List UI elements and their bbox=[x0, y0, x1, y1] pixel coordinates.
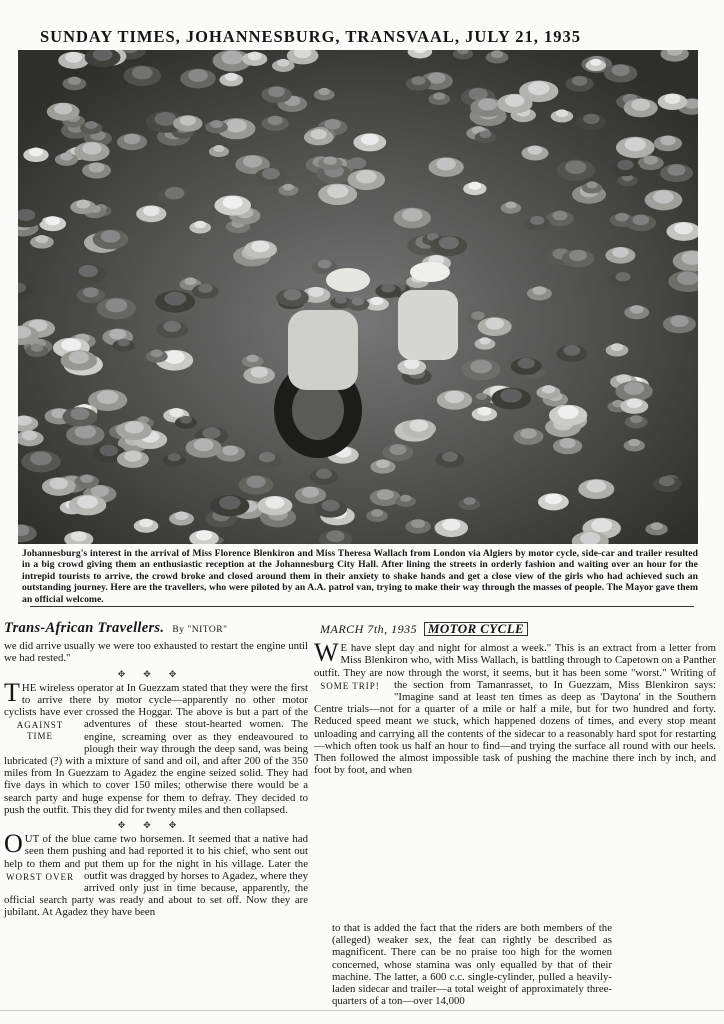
hat-crown-shape bbox=[251, 367, 268, 378]
paragraph-against-time bbox=[4, 677, 308, 816]
hat-crown-shape bbox=[563, 345, 580, 356]
hat-crown-shape bbox=[478, 98, 497, 110]
hat-crown-shape bbox=[302, 487, 319, 498]
hat-crown-shape bbox=[500, 389, 522, 403]
hat-crown-shape bbox=[630, 305, 644, 314]
dropcap: W bbox=[314, 638, 339, 668]
hat-crown-shape bbox=[139, 519, 153, 528]
hat-crown-shape bbox=[470, 360, 492, 374]
hat-crown-shape bbox=[69, 351, 89, 364]
hat-crown-shape bbox=[169, 408, 183, 417]
article-byline: By "NITOR" bbox=[172, 625, 228, 635]
hat-crown-shape bbox=[667, 164, 685, 176]
hat-crown-shape bbox=[49, 478, 67, 490]
dropcap: T bbox=[4, 677, 20, 707]
hat-crown-shape bbox=[612, 247, 628, 257]
hat-crown-shape bbox=[219, 496, 240, 510]
hat-crown-shape bbox=[222, 445, 238, 455]
hat-crown-shape bbox=[560, 438, 576, 448]
hat-crown-shape bbox=[650, 522, 662, 530]
hat-crown-shape bbox=[247, 355, 259, 363]
paragraph-text: Writing of the section from Tamanrasset, to In Guezzam, Miss Blenkiron says: "Imagine sand at least ten times as deep as 'Daytona' in the Southern Centre trials—not for a quarter of a mile or half a mile, but for two hundred and forty. Reduced speed meant we stuck, which happened dozens of times, and every stop meant unloading and carrying all the contents of the sidecar to a reasonably hard spot for restarting—which often took us half an hour to find—and trying the surface all round with our heels. Then followed the almost impossible task of pushing the machine there inch by inch, and foot by foot, and when bbox=[314, 666, 717, 777]
motor-cycle-logo: MOTOR CYCLE bbox=[424, 622, 528, 636]
hat-crown-shape bbox=[442, 519, 460, 531]
hat-crown-shape bbox=[376, 459, 390, 468]
hat-crown-shape bbox=[410, 420, 429, 432]
hat-crown-shape bbox=[377, 489, 394, 500]
hat-crown-shape bbox=[60, 153, 73, 161]
article-headline: Trans-African Travellers. bbox=[4, 620, 165, 636]
paragraph-text: E have slept day and night for almost a week." This is an extract from a letter from Miss Blenkiron who, with Miss Wallach, is battling through to Capetown on a Panther outfit. They are now through the worst, it seems, but it has been some "worst." bbox=[314, 642, 716, 679]
hat-crown-shape bbox=[591, 519, 612, 532]
hat-crown-shape bbox=[528, 145, 543, 154]
crowd-photo-icon bbox=[18, 50, 698, 544]
paragraph-some-trip bbox=[314, 638, 717, 777]
hat-crown-shape bbox=[262, 168, 280, 179]
hat-crown-shape bbox=[586, 480, 606, 493]
hat-crown-shape bbox=[630, 415, 643, 423]
hat-crown-shape bbox=[100, 445, 118, 457]
hat-crown-shape bbox=[180, 115, 196, 125]
hat-crown-shape bbox=[132, 66, 153, 79]
hat-crown-shape bbox=[194, 439, 214, 452]
hat-crown-shape bbox=[411, 519, 425, 528]
hat-crown-shape bbox=[196, 530, 212, 540]
hat-crown-shape bbox=[268, 86, 285, 97]
hat-crown-shape bbox=[624, 382, 645, 395]
hat-crown-shape bbox=[518, 358, 535, 369]
hat-crown-shape bbox=[283, 184, 294, 191]
hat-crown-shape bbox=[29, 148, 43, 157]
hat-crown-shape bbox=[150, 349, 162, 357]
article-left-column bbox=[4, 622, 308, 919]
hat-crown-shape bbox=[476, 393, 487, 400]
hat-crown-shape bbox=[311, 129, 327, 139]
hat-crown-shape bbox=[143, 206, 160, 217]
hat-crown-shape bbox=[439, 236, 459, 249]
hat-crown-shape bbox=[611, 343, 624, 351]
hat-crown-shape bbox=[164, 292, 186, 306]
sidehead-worst-over: WORST OVER bbox=[5, 871, 75, 882]
hat-crown-shape bbox=[184, 277, 196, 285]
hat-crown-shape bbox=[213, 145, 224, 152]
hat-crown-shape bbox=[75, 425, 96, 438]
hat-crown-shape bbox=[77, 495, 98, 508]
photo-caption: Johannesburg's interest in the arrival of Miss Florence Blenkiron and Miss Theresa Wallach from London via Algiers by motor cycle, side-car and trailer resulted in a big crowd giving them an enthusiastic reception at the Johannesburg City Hall. After lining the streets in orderly fashion and waiting over an hour for the intrepid tourists to arrive, the crowd broke and closed around them in their anxiety to shake hands and get a close view of the girls who had achieved such an outstanding journey. Here are the travellers, who were piloted by an A.A. patrol van, trying to make their way through the masses of people. The Mayor gave them an official welcome. bbox=[22, 548, 698, 605]
paragraph-text: Later the outfit was dragged by horses to Agadez, where they arrived only just in time because, apparently, the official search party was ready and about to set off. Now they are jubilant. At Agadez they have been bbox=[4, 857, 308, 919]
hat-crown-shape bbox=[168, 453, 181, 461]
hat-crown-shape bbox=[76, 200, 90, 209]
hat-crown-shape bbox=[445, 391, 464, 403]
hat-crown-shape bbox=[505, 94, 525, 106]
dateline: MARCH 7th, 1935 bbox=[320, 622, 418, 636]
hat-crown-shape bbox=[318, 260, 332, 269]
hat-crown-shape bbox=[479, 337, 490, 344]
hat-crown-shape bbox=[22, 430, 38, 440]
hat-crown-shape bbox=[335, 296, 347, 304]
hat-crown-shape bbox=[316, 469, 332, 479]
hat-crown-shape bbox=[586, 181, 597, 188]
hat-crown-shape bbox=[533, 286, 547, 295]
hat-crown-shape bbox=[352, 298, 364, 306]
paragraph-worst-over bbox=[4, 829, 308, 919]
hat-crown-shape bbox=[226, 119, 247, 132]
hat-crown-shape bbox=[54, 103, 72, 114]
hat-crown-shape bbox=[530, 216, 544, 225]
hat-crown-shape bbox=[118, 339, 130, 347]
hat-crown-shape bbox=[61, 338, 81, 351]
hat-crown-shape bbox=[505, 201, 516, 208]
hat-crown-shape bbox=[468, 182, 481, 190]
dropcap: O bbox=[4, 829, 23, 859]
hat-crown-shape bbox=[628, 439, 640, 446]
hat-crown-shape bbox=[617, 160, 633, 170]
hat-crown-shape bbox=[542, 385, 555, 393]
hat-crown-shape bbox=[545, 493, 562, 504]
hat-crown-shape bbox=[411, 76, 425, 85]
lead-paragraph: we did arrive usually we were too exhausted to restart the engine until we had rested." bbox=[4, 640, 308, 665]
hat-crown-shape bbox=[404, 359, 420, 369]
hat-crown-shape bbox=[381, 283, 395, 292]
hat-crown-shape bbox=[660, 135, 676, 145]
paragraph-text: UT of the blue came two horsemen. It seemed that a native had seen them pushing and had reported it to his chief, who sent out help to them and put them up for the night in his village. bbox=[4, 833, 308, 870]
hat-crown-shape bbox=[565, 160, 586, 174]
hat-crown-shape bbox=[268, 116, 283, 126]
hat-crown-shape bbox=[659, 476, 675, 486]
hat-crown-shape bbox=[371, 509, 383, 517]
hat-crown-shape bbox=[463, 497, 475, 505]
hat-crown-shape bbox=[89, 162, 105, 172]
hat-crown-shape bbox=[583, 114, 599, 124]
hat-crown-shape bbox=[556, 109, 568, 117]
hat-crown-shape bbox=[124, 451, 142, 462]
hat-crown-shape bbox=[625, 138, 646, 152]
hat-crown-shape bbox=[97, 390, 119, 404]
hat-crown-shape bbox=[85, 121, 97, 129]
hat-crown-shape bbox=[321, 500, 339, 512]
crowd-photo bbox=[18, 50, 698, 544]
hat-crown-shape bbox=[109, 329, 126, 340]
hat-crown-shape bbox=[202, 427, 220, 439]
hat-crown-shape bbox=[572, 76, 588, 86]
hat-crown-shape bbox=[283, 289, 301, 300]
hat-crown-shape bbox=[615, 272, 630, 282]
hat-crown-shape bbox=[318, 88, 330, 95]
hat-crown-shape bbox=[70, 408, 89, 420]
hat-crown-shape bbox=[30, 452, 52, 466]
hat-crown-shape bbox=[611, 64, 629, 76]
hat-crown-shape bbox=[436, 158, 456, 170]
hat-crown-shape bbox=[101, 230, 121, 243]
hat-crown-shape bbox=[631, 99, 650, 111]
hat-crown-shape bbox=[552, 211, 567, 221]
caption-rule bbox=[30, 606, 694, 607]
hat-crown-shape bbox=[400, 495, 411, 502]
hat-crown-shape bbox=[265, 497, 284, 509]
hat-crown-shape bbox=[45, 216, 60, 225]
hat-crown-shape bbox=[590, 59, 601, 66]
hat-crown-shape bbox=[35, 235, 48, 243]
article-right-column bbox=[314, 622, 716, 776]
hat-crown-shape bbox=[79, 265, 98, 277]
hat-crown-shape bbox=[442, 452, 458, 462]
hat-crown-shape bbox=[674, 222, 693, 234]
hat-crown-shape bbox=[277, 59, 289, 67]
page-masthead: SUNDAY TIMES, JOHANNESBURG, TRANSVAAL, JULY 21, 1935 bbox=[40, 27, 581, 46]
hat-crown-shape bbox=[653, 190, 674, 203]
hat-crown-shape bbox=[361, 134, 379, 146]
hat-crown-shape bbox=[389, 444, 406, 455]
hat-crown-shape bbox=[356, 170, 377, 183]
hat-crown-shape bbox=[248, 52, 262, 61]
hat-crown-shape bbox=[477, 407, 491, 416]
paragraph-text: HE wireless operator at In Guezzam stated that they were the first to arrive there by motor cycle—apparently no other motor cyclists have ever crossed the Hoggar. The above is but a part bbox=[4, 681, 308, 719]
hat-crown-shape bbox=[31, 344, 44, 352]
hat-crown-shape bbox=[627, 398, 642, 408]
hat-crown-shape bbox=[82, 142, 101, 154]
hat-crown-shape bbox=[491, 50, 503, 58]
hat-crown-shape bbox=[485, 318, 504, 330]
hat-crown-shape bbox=[327, 184, 348, 198]
hat-crown-shape bbox=[163, 321, 181, 332]
hat-crown-shape bbox=[223, 196, 243, 209]
hat-crown-shape bbox=[194, 221, 206, 229]
hat-crown-shape bbox=[251, 241, 269, 253]
hat-crown-shape bbox=[528, 81, 550, 95]
hat-crown-shape bbox=[71, 531, 87, 541]
page-fold bbox=[0, 1010, 724, 1011]
hat-crown-shape bbox=[198, 284, 213, 293]
hat-crown-shape bbox=[80, 474, 93, 483]
hat-crown-shape bbox=[243, 155, 262, 167]
hat-crown-shape bbox=[433, 92, 445, 100]
hat-crown-shape bbox=[308, 287, 324, 297]
hat-crown-shape bbox=[632, 215, 649, 226]
sidehead-some-trip: SOME TRIP! bbox=[320, 680, 380, 691]
hat-crown-shape bbox=[370, 297, 383, 305]
hat-crown-shape bbox=[106, 299, 128, 313]
hat-crown-shape bbox=[402, 208, 422, 221]
hat-crown-shape bbox=[479, 131, 491, 138]
section-ornament: ✥✥✥ bbox=[117, 668, 195, 679]
hat-crown-shape bbox=[326, 530, 344, 542]
hat-crown-shape bbox=[558, 406, 579, 419]
hat-crown-shape bbox=[569, 250, 587, 261]
hat-crown-shape bbox=[225, 73, 238, 81]
hat-crown-shape bbox=[165, 187, 185, 200]
section-ornament: ✥✥✥ bbox=[117, 820, 195, 831]
hat-crown-shape bbox=[664, 94, 680, 104]
hat-crown-shape bbox=[68, 77, 81, 85]
hat-crown-shape bbox=[246, 476, 265, 488]
article-continuation bbox=[332, 922, 612, 1007]
hat-crown-shape bbox=[65, 52, 82, 63]
hat-crown-shape bbox=[180, 416, 192, 424]
hat-crown-shape bbox=[677, 272, 698, 286]
hat-crown-shape bbox=[124, 134, 141, 145]
hat-crown-shape bbox=[221, 51, 243, 65]
hat-crown-shape bbox=[520, 428, 537, 439]
hat-crown-shape bbox=[210, 120, 223, 128]
hat-crown-shape bbox=[259, 452, 276, 463]
hat-crown-shape bbox=[175, 511, 189, 520]
paragraph-text: of the adventures of these stout-hearted women. The engine, screaming over as they endeavoured to plough their way through the deep sand, was being lubricated (?) with a mixture of sand and oil, and after 200 of the 350 miles from In Guezzam to Agadez the engine seized solid. They had five days in which to cover 150 miles; otherwise there would be a search party and huge expense for them to defray. They decided to push the outfit. This they did for twenty miles and then collapsed. bbox=[4, 706, 308, 816]
hat-crown-shape bbox=[670, 315, 688, 327]
hat-crown-shape bbox=[323, 156, 336, 165]
hat-crown-shape bbox=[471, 311, 485, 320]
hat-crown-shape bbox=[644, 155, 658, 164]
hat-crown-shape bbox=[155, 112, 177, 126]
paragraph-continuation: to that is added the fact that the riders are both members of the (alleged) weaker sex, the feat can rightly be described as magnificent. There can be no praise too high for the women concerned, whose stamina was only equalled by that of their machine. The latter, a 600 c.c. single-cylinder, pulled a heavily-laden sidecar and trailer—a total weight of approximately three-quarters of a ton—over 14,000 bbox=[332, 922, 612, 1008]
hat-crown-shape bbox=[83, 287, 99, 297]
hat-crown-shape bbox=[188, 69, 208, 82]
hat-crown-shape bbox=[125, 421, 144, 433]
sidehead-against-time: AGAINST TIME bbox=[16, 720, 64, 742]
